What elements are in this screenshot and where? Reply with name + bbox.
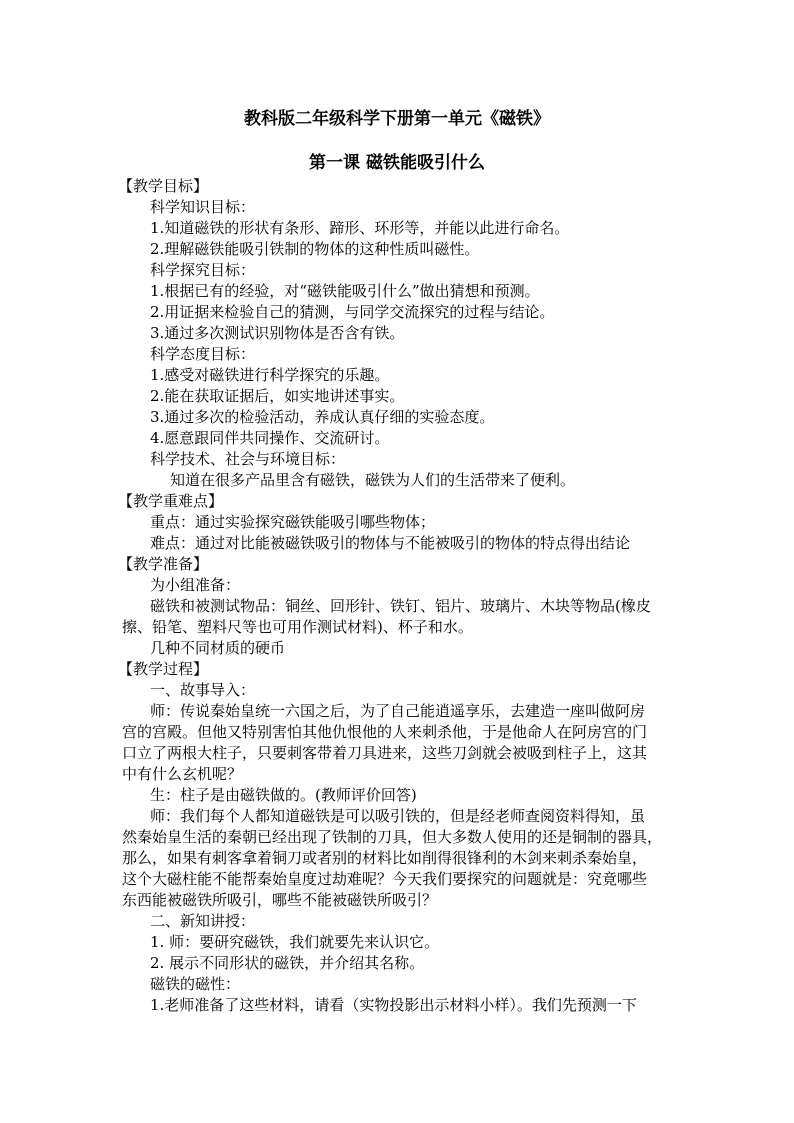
text-line: 重点：通过实验探究磁铁能吸引哪些物体； — [150, 513, 436, 531]
text-line: 几种不同材质的硬币 — [150, 639, 286, 657]
document-title: 教科版二年级科学下册第一单元《磁铁》 — [244, 109, 550, 129]
text-line: 难点：通过对比能被磁铁吸引的物体与不能被吸引的物体的特点得出结论 — [150, 534, 631, 552]
text-line: 1.感受对磁铁进行科学探究的乐趣。 — [150, 366, 390, 384]
text-line: 1.知道磁铁的形状有条形、蹄形、环形等，并能以此进行命名。 — [150, 219, 570, 237]
text-line: 磁铁和被测试物品：铜丝、回形针、铁钉、铝片、玻璃片、木块等物品(橡皮 — [150, 597, 651, 615]
text-line: 生：柱子是由磁铁做的。(教师评价回答) — [150, 786, 417, 804]
section-heading-preparation: 【教学准备】 — [118, 555, 209, 573]
text-line: 口立了两根大柱子，只要刺客带着刀具进来，这些刀剑就会被吸到柱子上，这其 — [122, 744, 648, 762]
text-line: 然秦始皇生活的秦朝已经出现了铁制的刀具，但大多数人使用的还是铜制的器具， — [122, 828, 663, 846]
text-line: 中有什么玄机呢？ — [122, 765, 243, 783]
subheading-new-knowledge: 二、新知讲授： — [150, 912, 256, 930]
text-line: 2.能在获取证据后，如实地讲述事实。 — [150, 387, 405, 405]
text-line: 师：传说秦始皇统一六国之后，为了自己能逍遥享乐，去建造一座叫做阿房 — [150, 702, 646, 720]
subheading-knowledge: 科学知识目标： — [150, 198, 256, 216]
text-line: 宫的宫殿。但他又特别害怕其他仇恨他的人来刺杀他，于是他命人在阿房宫的门 — [122, 723, 648, 741]
section-heading-key-points: 【教学重难点】 — [118, 492, 224, 510]
subheading-inquiry: 科学探究目标： — [150, 261, 256, 279]
subheading-story: 一、故事导入： — [150, 681, 256, 699]
text-line: 东西能被磁铁所吸引，哪些不能被磁铁所吸引？ — [122, 891, 438, 909]
text-line: 3.通过多次的检验活动，养成认真仔细的实验态度。 — [150, 408, 495, 426]
subheading-attitude: 科学态度目标： — [150, 345, 256, 363]
lesson-subtitle: 第一课 磁铁能吸引什么 — [309, 153, 485, 173]
text-line: 1.老师准备了这些材料，请看（实物投影出示材料小样）。我们先预测一下 — [150, 996, 637, 1014]
subheading-magnetism: 磁铁的磁性： — [150, 975, 241, 993]
text-line: 4.愿意跟同伴共同操作、交流研讨。 — [150, 429, 390, 447]
text-line: 师：我们每个人都知道磁铁是可以吸引铁的，但是经老师查阅资料得知，虽 — [150, 807, 646, 825]
text-line: 那么，如果有刺客拿着铜刀或者别的材料比如削得很锋利的木剑来刺杀秦始皇， — [122, 849, 648, 867]
subheading-sts: 科学技术、社会与环境目标： — [150, 450, 346, 468]
text-line: 1. 师：要研究磁铁，我们就要先来认识它。 — [150, 933, 440, 951]
text-line: 2.理解磁铁能吸引铁制的物体的这种性质叫磁性。 — [150, 240, 480, 258]
text-line: 3.通过多次测试识别物体是否含有铁。 — [150, 324, 405, 342]
section-heading-objectives: 【教学目标】 — [118, 177, 209, 195]
text-line: 为小组准备： — [150, 576, 241, 594]
text-line: 1.根据已有的经验，对“磁铁能吸引什么”做出猜想和预测。 — [150, 282, 540, 300]
text-line: 这个大磁柱能不能帮秦始皇度过劫难呢？今天我们要探究的问题就是：究竟哪些 — [122, 870, 648, 888]
section-heading-process: 【教学过程】 — [118, 660, 209, 678]
text-line: 2. 展示不同形状的磁铁，并介绍其名称。 — [150, 954, 425, 972]
text-line: 擦、铅笔、塑料尺等也可用作测试材料)、杯子和水。 — [122, 618, 473, 636]
text-line: 知道在很多产品里含有磁铁，磁铁为人们的生活带来了便利。 — [170, 471, 576, 489]
text-line: 2.用证据来检验自己的猜测，与同学交流探究的过程与结论。 — [150, 303, 555, 321]
